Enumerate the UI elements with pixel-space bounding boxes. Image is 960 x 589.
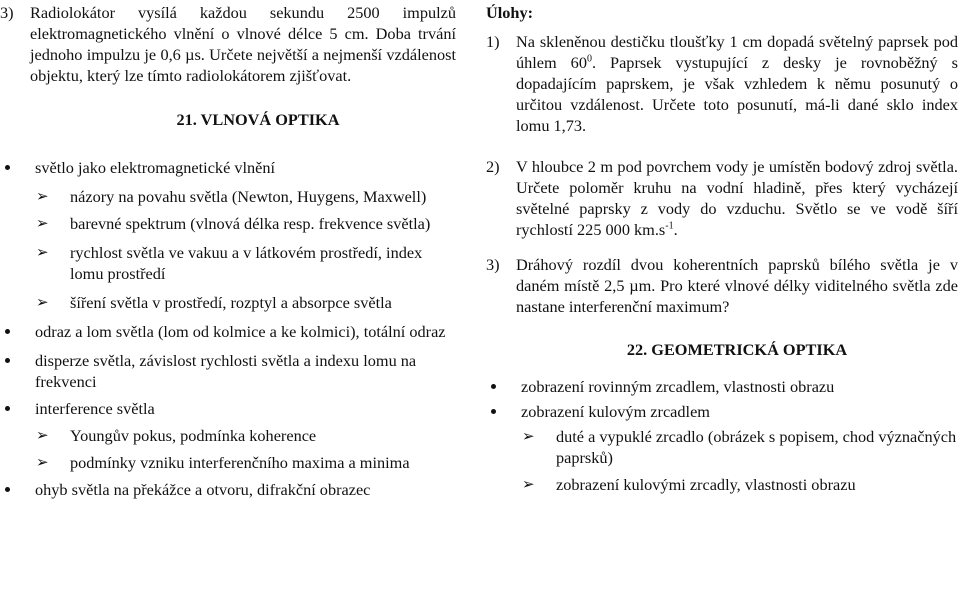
bullet-item xyxy=(486,376,958,397)
bullet-dot xyxy=(5,358,10,363)
sub-item xyxy=(0,425,456,446)
sub-item-text: názory na povahu světla (Newton, Huygens, Maxwell) xyxy=(70,187,427,206)
bullet-dot xyxy=(5,165,10,170)
sub-item-text: šíření světla v prostředí, rozptyl a absorpce světla xyxy=(70,293,392,312)
arrow-bullet-icon: ➢ xyxy=(36,293,49,311)
bullet-item xyxy=(0,398,456,419)
arrow-bullet-icon: ➢ xyxy=(36,426,49,444)
bullet-text: interference světla xyxy=(35,399,155,418)
bullet-text: odraz a lom světla (lom od kolmice a ke kolmici), totální odraz xyxy=(35,322,446,341)
problem-3 xyxy=(486,254,958,317)
sub-item-text: zobrazení kulovými zrcadly, vlastnosti obrazu xyxy=(556,475,856,494)
bullet-item xyxy=(0,157,456,178)
sub-item-text: barevné spektrum (vlnová délka resp. frekvence světla) xyxy=(70,214,431,233)
problem-number: 3) xyxy=(486,255,500,274)
bullet-dot xyxy=(5,406,10,411)
right-column xyxy=(486,0,958,495)
arrow-bullet-icon: ➢ xyxy=(36,453,49,471)
sub-item xyxy=(486,474,958,495)
bullet-dot xyxy=(5,487,10,492)
sub-item xyxy=(0,292,456,313)
sub-item xyxy=(0,452,456,473)
arrow-bullet-icon: ➢ xyxy=(522,475,535,493)
sub-item-text: rychlost světla ve vakuu a v látkovém prostředí, index lomu prostředí xyxy=(70,243,423,283)
problem-number: 3) xyxy=(0,3,14,22)
problem-text: Na skleněnou destičku tloušťky 1 cm dopadá světelný paprsek pod úhlem 60 xyxy=(516,32,958,72)
superscript: -1 xyxy=(665,220,674,232)
problem-3 xyxy=(0,2,456,86)
tasks-title: Úlohy: xyxy=(486,3,534,22)
bullet-text: světlo jako elektromagnetické vlnění xyxy=(35,158,276,177)
problem-1 xyxy=(486,31,958,136)
sub-item xyxy=(0,213,456,234)
bullet-dot xyxy=(491,384,496,389)
problem-text-cont: . Paprsek vystupující z desky je rovnoběžný s dopadajícím paprskem, je však vzhledem k němu posunutý o určitou vzdálenost. Určete toto posunutí, má-li dané sklo index lomu 1,73. xyxy=(516,53,959,135)
bullet-dot xyxy=(5,329,10,334)
problem-number: 2) xyxy=(486,157,500,176)
bullet-item xyxy=(0,479,456,500)
problem-text: V hloubce 2 m pod povrchem vody je umístěn bodový zdroj světla. Určete poloměr kruhu na vodní hladině, přes který vycházejí světelné paprsky z vody do vzduchu. Světlo se ve vodě šíří rychlostí 225 000 km.s xyxy=(516,157,958,239)
left-column xyxy=(0,0,456,500)
section-heading-21: 21. VLNOVÁ OPTIKA xyxy=(176,110,340,129)
sub-item-text: podmínky vzniku interferenčního maxima a minima xyxy=(70,453,410,472)
problem-2 xyxy=(486,156,958,240)
sub-item-text: Youngův pokus, podmínka koherence xyxy=(70,426,317,445)
bullet-text: ohyb světla na překážce a otvoru, difrakční obrazec xyxy=(35,480,371,499)
sub-item xyxy=(0,186,456,207)
arrow-bullet-icon: ➢ xyxy=(36,214,49,232)
problem-text-cont: . xyxy=(673,220,678,239)
sub-item-text: duté a vypuklé zrcadlo (obrázek s popisem, chod význačných paprsků) xyxy=(556,427,957,467)
arrow-bullet-icon: ➢ xyxy=(36,187,49,205)
bullet-item xyxy=(0,321,456,342)
bullet-text: zobrazení rovinným zrcadlem, vlastnosti obrazu xyxy=(521,377,835,396)
section-heading-22: 22. GEOMETRICKÁ OPTIKA xyxy=(626,340,848,359)
problem-text: Dráhový rozdíl dvou koherentních paprsků bílého světla je v daném místě 2,5 µm. Pro které vlnové délky viditelného světla zde nastane interferenční maximum? xyxy=(516,255,958,316)
problem-text: Radiolokátor vysílá každou sekundu 2500 impulzů elektromagnetického vlnění o vlnové délce 5 cm. Doba trvání jednoho impulzu je 0,6 µs. Určete největší a nejmenší vzdálenost objektu, který lze tímto radiolokátorem zjišťovat. xyxy=(30,3,456,85)
superscript: 0 xyxy=(586,53,592,65)
sub-item xyxy=(0,242,456,284)
bullet-dot xyxy=(491,409,496,414)
sub-item xyxy=(486,426,958,468)
arrow-bullet-icon: ➢ xyxy=(522,427,535,445)
bullet-text: zobrazení kulovým zrcadlem xyxy=(521,402,710,421)
arrow-bullet-icon: ➢ xyxy=(36,243,49,261)
problem-number: 1) xyxy=(486,32,500,51)
bullet-item xyxy=(486,401,958,422)
bullet-item xyxy=(0,350,456,392)
bullet-text: disperze světla, závislost rychlosti světla a indexu lomu na frekvenci xyxy=(35,351,417,391)
